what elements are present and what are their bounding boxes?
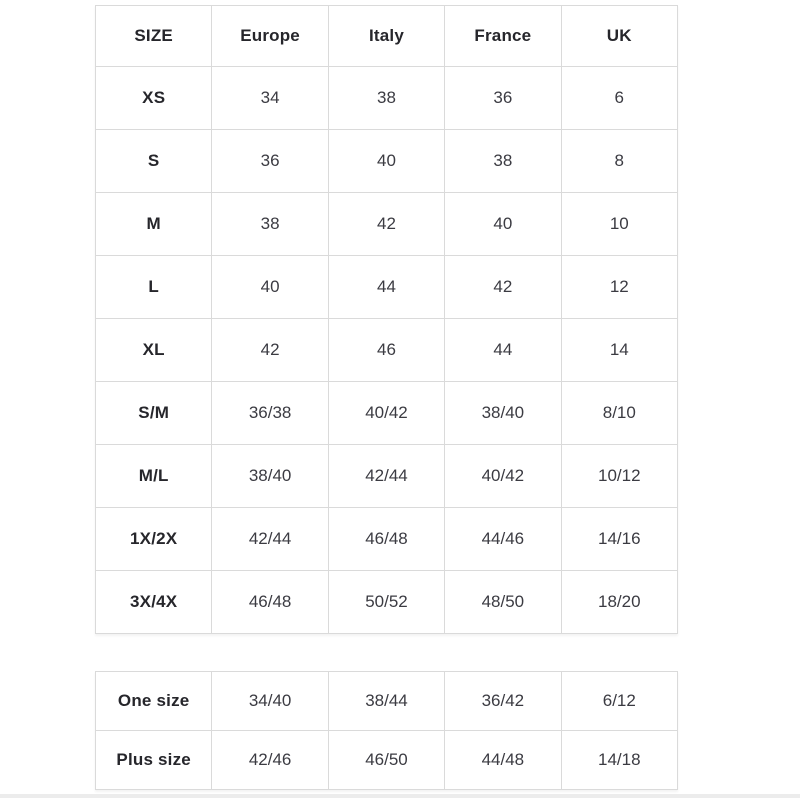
size-value: 36 [212,130,328,193]
column-header-europe: Europe [212,6,328,67]
table-row [96,319,678,382]
size-label: XL [96,319,212,382]
special-sizes-table [95,671,678,790]
size-value: 40 [328,130,444,193]
size-value: 46/50 [328,731,444,790]
size-label: XS [96,67,212,130]
size-value: 42 [328,193,444,256]
table-row [96,67,678,130]
size-value: 44/48 [445,731,561,790]
size-value: 48/50 [445,571,561,634]
size-value: 38/40 [212,445,328,508]
table-row [96,672,678,731]
size-label: S [96,130,212,193]
size-value: 46/48 [328,508,444,571]
size-value: 36/38 [212,382,328,445]
size-value: 18/20 [561,571,677,634]
size-value: 44 [328,256,444,319]
size-value: 38 [212,193,328,256]
size-label: M [96,193,212,256]
column-header-uk: UK [561,6,677,67]
size-value: 38/40 [445,382,561,445]
size-value: 40/42 [445,445,561,508]
size-value: 44 [445,319,561,382]
column-header-france: France [445,6,561,67]
size-value: 36/42 [445,672,561,731]
size-label: One size [96,672,212,731]
size-value: 42/44 [328,445,444,508]
table-row [96,731,678,790]
size-value: 46 [328,319,444,382]
size-label: Plus size [96,731,212,790]
table-row [96,382,678,445]
size-value: 8/10 [561,382,677,445]
table-row [96,256,678,319]
size-value: 42 [445,256,561,319]
size-value: 14/16 [561,508,677,571]
size-value: 8 [561,130,677,193]
size-value: 42/46 [212,731,328,790]
size-value: 44/46 [445,508,561,571]
size-value: 40 [445,193,561,256]
table-row [96,445,678,508]
size-label: 1X/2X [96,508,212,571]
size-value: 6 [561,67,677,130]
table-row [96,508,678,571]
size-value: 34 [212,67,328,130]
size-value: 10/12 [561,445,677,508]
column-header-italy: Italy [328,6,444,67]
table-row [96,193,678,256]
header-row [96,6,678,67]
column-header-size: SIZE [96,6,212,67]
size-value: 46/48 [212,571,328,634]
size-value: 38 [328,67,444,130]
bottom-divider [0,794,800,798]
size-conversion-table [95,5,678,634]
size-value: 40 [212,256,328,319]
table-row [96,130,678,193]
size-value: 14 [561,319,677,382]
size-label: S/M [96,382,212,445]
size-value: 34/40 [212,672,328,731]
table-row [96,571,678,634]
size-label: 3X/4X [96,571,212,634]
size-value: 10 [561,193,677,256]
size-value: 50/52 [328,571,444,634]
size-value: 12 [561,256,677,319]
size-value: 36 [445,67,561,130]
size-value: 42 [212,319,328,382]
size-value: 40/42 [328,382,444,445]
size-label: M/L [96,445,212,508]
size-value: 6/12 [561,672,677,731]
size-value: 38 [445,130,561,193]
size-value: 14/18 [561,731,677,790]
size-value: 42/44 [212,508,328,571]
size-label: L [96,256,212,319]
size-value: 38/44 [328,672,444,731]
